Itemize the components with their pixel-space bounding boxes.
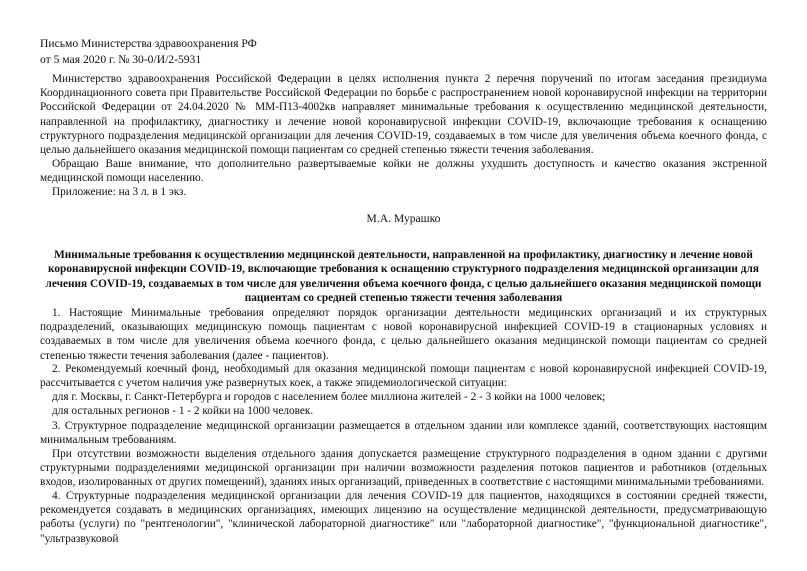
- intro-paragraph: Министерство здравоохранения Российской Федерации в целях исполнения пункта 2 перечня поручений по итогам заседания президиума Координационного совета при Правительстве Российской Федерации по борьбе с распространением новой коронавирусной инфекции на территории Российской Федерации от 24.04.2020 № ММ-П13-4002кв направляет минимальные требования к осуществлению медицинской деятельности, направленной на профилактику, диагностику и лечение новой коронавирусной инфекции COVID-19, включающие требования к оснащению структурного подразделения медицинской организации для лечения COVID-19, создаваемых в том числе для увеличения объема коечного фонда, с целью дальнейшего оказания медицинской помощи пациентам со средней степенью тяжести течения заболевания.: [40, 73, 767, 157]
- item-3: 3. Структурное подразделение медицинской организации размещается в отдельном здании или комплексе зданий, соответствующих настоящим минимальным требованиям.: [40, 420, 767, 447]
- attachment-line: Приложение: на 3 л. в 1 экз.: [52, 186, 187, 198]
- item-1: 1. Настоящие Минимальные требования определяют порядок организации деятельности медицинских организаций и их структурных подразделений, оказывающих медицинскую помощь пациентам с новой коронавирусной инфекцией COVID-19 в стационарных условиях и создаваемых в том числе для увеличения объема коечного фонда, с целью дальнейшего оказания медицинской помощи пациентам со средней степенью тяжести течения заболевания (далее - пациентов).: [40, 307, 767, 362]
- item-2: 2. Рекомендуемый коечный фонд, необходимый для оказания медицинской помощи пациентам с новой коронавирусной инфекцией COVID-19, рассчитывается с учетом наличия уже развернутых коек, а также эпидемиологической ситуации:: [40, 363, 767, 390]
- item-2-list-b: для остальных регионов - 1 - 2 койки на 1000 человек.: [52, 405, 314, 417]
- signature: М.А. Мурашко: [366, 212, 441, 225]
- attention-paragraph: Обращаю Ваше внимание, что дополнительно развертываемые койки не должны ухудшить доступность и качество оказания экстренной медицинской помощи населению.: [40, 158, 767, 185]
- header-line-1: Письмо Министерства здравоохранения РФ: [40, 37, 257, 50]
- item-3-note: При отсутствии возможности выделения отдельного здания допускается размещение структурного подразделения в одном здании с другими структурными подразделениями медицинской организации при наличии возможности разделения потоков пациентов и работников (отдельных входов, изолированных от других помещений), зданиях иных организаций, приведенных в соответствие с настоящими минимальными требованиями.: [40, 448, 767, 489]
- letter-header: [40, 36, 257, 68]
- item-4: 4. Структурные подразделения медицинской организации для лечения COVID-19 для пациентов, находящихся в состоянии средней тяжести, рекомендуется создавать в медицинских организациях, имеющих лицензию на осуществление медицинской деятельности, предусматривающую работы (услуги) по "рентгенологии", "клинической лабораторной диагностике" или "лабораторной диагностике", "функциональной диагностике", "ультразвуковой: [40, 490, 767, 545]
- item-2-list-a: для г. Москвы, г. Санкт-Петербурга и городов с населением более миллиона жителей - 2 - 3 койки на 1000 человек;: [52, 391, 606, 403]
- document-title: Минимальные требования к осуществлению медицинской деятельности, направленной на профилактику, диагностику и лечение новой коронавирусной инфекции COVID-19, включающие требования к оснащению структурного подразделения медицинской организации для лечения COVID-19, создаваемых в том числе для увеличения объема коечного фонда, с целью дальнейшего оказания медицинской помощи пациентам со средней степенью тяжести течения заболевания: [45, 249, 762, 304]
- header-line-2: от 5 мая 2020 г. № 30-0/И/2-5931: [40, 53, 202, 66]
